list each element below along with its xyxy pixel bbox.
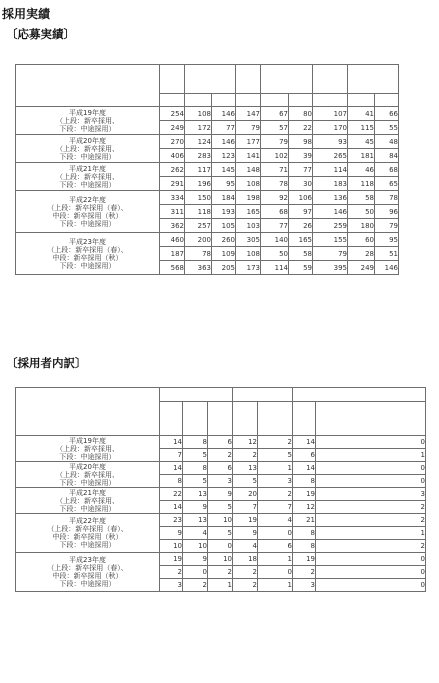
- value-cell: 198: [236, 191, 260, 204]
- value-cell: 66: [375, 107, 398, 120]
- year-label-line: 下段：中途採用）: [59, 541, 116, 549]
- value-cell: 59: [289, 261, 312, 274]
- value-cell: 311: [160, 205, 184, 218]
- value-cell: 3: [316, 488, 425, 500]
- value-cell: 165: [236, 205, 260, 218]
- value-cell: 22: [289, 121, 312, 134]
- value-cell: 170: [313, 121, 347, 134]
- value-cell: 19: [233, 514, 257, 526]
- value-cell: 105: [212, 219, 235, 232]
- header-subcolumn: [258, 402, 292, 435]
- value-cell: 0: [258, 527, 292, 539]
- value-cell: 23: [160, 514, 182, 526]
- value-cell: 249: [160, 121, 184, 134]
- year-label: [16, 553, 159, 591]
- value-cell: 123: [212, 149, 235, 162]
- year-label-line: 平成20年度: [69, 462, 106, 471]
- value-cell: 146: [212, 135, 235, 148]
- header-group-title: [236, 65, 260, 93]
- value-cell: 79: [313, 247, 347, 260]
- value-cell: 568: [160, 261, 184, 274]
- year-label-line: 平成23年度: [69, 237, 106, 246]
- value-cell: 8: [183, 436, 207, 448]
- value-cell: 14: [160, 462, 182, 474]
- year-label-line: 平成22年度: [69, 517, 106, 525]
- value-cell: 141: [236, 149, 260, 162]
- year-label-line: 下段：中途採用）: [59, 580, 116, 588]
- value-cell: 78: [185, 247, 211, 260]
- value-cell: 2: [316, 514, 425, 526]
- header-corner: [16, 65, 159, 106]
- value-cell: 363: [185, 261, 211, 274]
- table-row: [16, 488, 425, 500]
- year-label-line: （上段：新卒採用、: [56, 496, 119, 505]
- value-cell: 95: [375, 233, 398, 246]
- value-cell: 2: [233, 566, 257, 578]
- table-row: [16, 107, 398, 120]
- year-label-line: 平成19年度: [69, 108, 106, 117]
- value-cell: 172: [185, 121, 211, 134]
- value-cell: 68: [261, 205, 288, 218]
- value-cell: 183: [313, 177, 347, 190]
- year-label-line: 下段：中途採用）: [59, 452, 116, 461]
- value-cell: 1: [258, 553, 292, 565]
- value-cell: 107: [313, 107, 347, 120]
- value-cell: 254: [160, 107, 184, 120]
- value-cell: 146: [313, 205, 347, 218]
- value-cell: 196: [185, 177, 211, 190]
- value-cell: 55: [375, 121, 398, 134]
- value-cell: 0: [208, 540, 232, 552]
- year-label-line: 下段：中途採用）: [59, 124, 116, 133]
- value-cell: 362: [160, 219, 184, 232]
- value-cell: 205: [212, 261, 235, 274]
- value-cell: 46: [348, 163, 374, 176]
- header-subcolumn: [160, 94, 184, 106]
- header-row-1: [16, 65, 398, 93]
- value-cell: 78: [261, 177, 288, 190]
- year-label-line: 中段：新卒採用（秋）: [52, 533, 123, 541]
- year-label-line: 中段：新卒採用（秋）: [52, 572, 123, 580]
- value-cell: 14: [160, 436, 182, 448]
- value-cell: 28: [348, 247, 374, 260]
- value-cell: 1: [208, 579, 232, 591]
- value-cell: 0: [316, 553, 425, 565]
- value-cell: 4: [183, 527, 207, 539]
- value-cell: 8: [293, 527, 315, 539]
- year-label-line: 平成21年度: [69, 164, 106, 173]
- value-cell: 4: [258, 514, 292, 526]
- year-label-line: （上段：新卒採用（春）、: [47, 245, 128, 254]
- value-cell: 124: [185, 135, 211, 148]
- value-cell: 21: [293, 514, 315, 526]
- value-cell: 2: [258, 488, 292, 500]
- value-cell: 10: [208, 553, 232, 565]
- value-cell: 2: [293, 566, 315, 578]
- value-cell: 1: [316, 449, 425, 461]
- value-cell: 19: [293, 553, 315, 565]
- value-cell: 57: [261, 121, 288, 134]
- header-subcolumn: [261, 94, 288, 106]
- table-row: [16, 191, 398, 204]
- value-cell: 67: [261, 107, 288, 120]
- year-label-line: （上段：新卒採用、: [56, 172, 119, 181]
- value-cell: 80: [289, 107, 312, 120]
- value-cell: 5: [208, 527, 232, 539]
- value-cell: 9: [160, 527, 182, 539]
- value-cell: 0: [316, 475, 425, 487]
- value-cell: 79: [375, 219, 398, 232]
- value-cell: 187: [160, 247, 184, 260]
- value-cell: 2: [208, 566, 232, 578]
- value-cell: 108: [236, 177, 260, 190]
- year-label-line: 下段：中途採用）: [59, 152, 116, 161]
- value-cell: 12: [293, 501, 315, 513]
- header-gender-label: [348, 65, 398, 93]
- value-cell: 22: [160, 488, 182, 500]
- value-cell: 14: [293, 462, 315, 474]
- header-subcolumn: [208, 402, 232, 435]
- value-cell: 50: [261, 247, 288, 260]
- value-cell: 1: [316, 527, 425, 539]
- value-cell: 283: [185, 149, 211, 162]
- value-cell: 5: [208, 501, 232, 513]
- header-subcolumn: [160, 402, 182, 435]
- value-cell: 260: [212, 233, 235, 246]
- value-cell: 97: [289, 205, 312, 218]
- value-cell: 13: [183, 488, 207, 500]
- year-label-line: （上段：新卒採用、: [56, 444, 119, 453]
- applications-section-title: 〔応募実績〕: [6, 27, 75, 41]
- value-cell: 77: [261, 219, 288, 232]
- value-cell: 2: [233, 449, 257, 461]
- header-group-title: [160, 388, 232, 401]
- header-subcolumn: [375, 94, 398, 106]
- year-label-line: （上段：新卒採用、: [56, 144, 119, 153]
- value-cell: 51: [375, 247, 398, 260]
- value-cell: 8: [160, 475, 182, 487]
- value-cell: 334: [160, 191, 184, 204]
- value-cell: 184: [212, 191, 235, 204]
- value-cell: 7: [258, 501, 292, 513]
- applications-table: [15, 64, 399, 275]
- page-title: 採用実績: [2, 7, 51, 21]
- value-cell: 180: [348, 219, 374, 232]
- value-cell: 58: [289, 247, 312, 260]
- year-label-line: （上段：新卒採用、: [56, 116, 119, 125]
- table-row: [16, 436, 425, 448]
- table-row: [16, 462, 425, 474]
- table-row: [16, 233, 398, 246]
- value-cell: 165: [289, 233, 312, 246]
- value-cell: 146: [212, 107, 235, 120]
- value-cell: 45: [348, 135, 374, 148]
- value-cell: 406: [160, 149, 184, 162]
- year-label: [16, 462, 159, 487]
- header-subcolumn: [183, 402, 207, 435]
- value-cell: 259: [313, 219, 347, 232]
- value-cell: 9: [183, 501, 207, 513]
- year-label-line: 下段：中途採用）: [59, 219, 116, 228]
- value-cell: 265: [313, 149, 347, 162]
- value-cell: 6: [293, 449, 315, 461]
- value-cell: 150: [185, 191, 211, 204]
- value-cell: 118: [348, 177, 374, 190]
- value-cell: 0: [316, 462, 425, 474]
- value-cell: 140: [261, 233, 288, 246]
- year-label-line: 平成22年度: [69, 195, 106, 204]
- value-cell: 96: [375, 205, 398, 218]
- value-cell: 2: [233, 579, 257, 591]
- year-label: [16, 191, 159, 232]
- header-group-title: [233, 388, 292, 401]
- value-cell: 8: [183, 462, 207, 474]
- header-subcolumn: [348, 94, 374, 106]
- value-cell: 103: [236, 219, 260, 232]
- value-cell: 305: [236, 233, 260, 246]
- value-cell: 3: [160, 579, 182, 591]
- value-cell: 20: [233, 488, 257, 500]
- year-label-line: 平成20年度: [69, 136, 106, 145]
- value-cell: 19: [160, 553, 182, 565]
- value-cell: 1: [258, 462, 292, 474]
- year-label-line: （上段：新卒採用（春）、: [47, 203, 128, 212]
- value-cell: 48: [375, 135, 398, 148]
- value-cell: 1: [258, 579, 292, 591]
- year-label-line: （上段：新卒採用（春）、: [47, 564, 128, 572]
- value-cell: 147: [236, 107, 260, 120]
- year-label-line: 下段：中途採用）: [59, 478, 116, 487]
- value-cell: 262: [160, 163, 184, 176]
- table-row: [16, 135, 398, 148]
- value-cell: 0: [316, 579, 425, 591]
- value-cell: 39: [289, 149, 312, 162]
- year-label-line: 平成21年度: [69, 488, 106, 497]
- value-cell: 291: [160, 177, 184, 190]
- value-cell: 78: [375, 191, 398, 204]
- value-cell: 460: [160, 233, 184, 246]
- value-cell: 18: [233, 553, 257, 565]
- value-cell: 3: [258, 475, 292, 487]
- value-cell: 2: [316, 540, 425, 552]
- value-cell: 8: [293, 475, 315, 487]
- value-cell: 0: [316, 566, 425, 578]
- value-cell: 3: [293, 579, 315, 591]
- value-cell: 84: [375, 149, 398, 162]
- value-cell: 173: [236, 261, 260, 274]
- header-subcolumn: [289, 94, 312, 106]
- value-cell: 2: [160, 566, 182, 578]
- table-row: [16, 163, 398, 176]
- value-cell: 108: [236, 247, 260, 260]
- value-cell: 95: [212, 177, 235, 190]
- value-cell: 200: [185, 233, 211, 246]
- year-label: [16, 514, 159, 552]
- header-subcolumn: [185, 94, 211, 106]
- year-label: [16, 135, 159, 162]
- year-label-line: 中段：新卒採用（秋）: [52, 253, 123, 262]
- header-gender-label: [185, 65, 235, 93]
- value-cell: 26: [289, 219, 312, 232]
- value-cell: 10: [208, 514, 232, 526]
- value-cell: 9: [183, 553, 207, 565]
- value-cell: 117: [185, 163, 211, 176]
- year-label: [16, 436, 159, 461]
- value-cell: 3: [208, 475, 232, 487]
- header-group-title: [313, 65, 347, 93]
- value-cell: 6: [258, 540, 292, 552]
- year-label-line: （上段：新卒採用（春）、: [47, 525, 128, 533]
- value-cell: 155: [313, 233, 347, 246]
- header-gender-label: [261, 65, 312, 93]
- value-cell: 106: [289, 191, 312, 204]
- year-label: [16, 107, 159, 134]
- value-cell: 2: [208, 449, 232, 461]
- value-cell: 193: [212, 205, 235, 218]
- value-cell: 10: [160, 540, 182, 552]
- value-cell: 0: [316, 436, 425, 448]
- year-label: [16, 488, 159, 513]
- value-cell: 41: [348, 107, 374, 120]
- table-row: [16, 514, 425, 526]
- value-cell: 148: [236, 163, 260, 176]
- header-group-title: [293, 388, 425, 401]
- value-cell: 5: [233, 475, 257, 487]
- value-cell: 249: [348, 261, 374, 274]
- value-cell: 0: [183, 566, 207, 578]
- value-cell: 77: [212, 121, 235, 134]
- value-cell: 14: [293, 436, 315, 448]
- value-cell: 257: [185, 219, 211, 232]
- value-cell: 77: [289, 163, 312, 176]
- value-cell: 118: [185, 205, 211, 218]
- header-subcolumn: [293, 402, 315, 435]
- value-cell: 8: [293, 540, 315, 552]
- value-cell: 13: [183, 514, 207, 526]
- value-cell: 5: [183, 449, 207, 461]
- hires-section-title: 〔採用者内訳〕: [6, 356, 87, 370]
- value-cell: 14: [160, 501, 182, 513]
- value-cell: 58: [348, 191, 374, 204]
- value-cell: 109: [212, 247, 235, 260]
- value-cell: 79: [236, 121, 260, 134]
- value-cell: 12: [233, 436, 257, 448]
- header-subcolumn: [212, 94, 235, 106]
- header-group-title: [160, 65, 184, 93]
- value-cell: 68: [375, 163, 398, 176]
- value-cell: 93: [313, 135, 347, 148]
- value-cell: 92: [261, 191, 288, 204]
- year-label-line: 中段：新卒採用（秋）: [52, 211, 123, 220]
- year-label: [16, 163, 159, 190]
- header-subcolumn: [233, 402, 257, 435]
- value-cell: 102: [261, 149, 288, 162]
- value-cell: 50: [348, 205, 374, 218]
- year-label-line: （上段：新卒採用、: [56, 470, 119, 479]
- value-cell: 5: [258, 449, 292, 461]
- year-label-line: 下段：中途採用）: [59, 504, 116, 513]
- header-corner: [16, 388, 159, 435]
- value-cell: 4: [233, 540, 257, 552]
- value-cell: 9: [208, 488, 232, 500]
- value-cell: 6: [208, 462, 232, 474]
- value-cell: 2: [258, 436, 292, 448]
- value-cell: 177: [236, 135, 260, 148]
- header-subcolumn: [236, 94, 260, 106]
- value-cell: 5: [183, 475, 207, 487]
- value-cell: 7: [233, 501, 257, 513]
- value-cell: 108: [185, 107, 211, 120]
- header-subcolumn: [316, 402, 425, 435]
- value-cell: 65: [375, 177, 398, 190]
- value-cell: 7: [160, 449, 182, 461]
- value-cell: 71: [261, 163, 288, 176]
- value-cell: 30: [289, 177, 312, 190]
- header-row-1: [16, 388, 425, 401]
- value-cell: 79: [261, 135, 288, 148]
- value-cell: 136: [313, 191, 347, 204]
- year-label-line: 平成23年度: [69, 556, 106, 564]
- year-label-line: 平成19年度: [69, 436, 106, 445]
- value-cell: 146: [375, 261, 398, 274]
- value-cell: 13: [233, 462, 257, 474]
- value-cell: 145: [212, 163, 235, 176]
- value-cell: 114: [313, 163, 347, 176]
- table-row: [16, 553, 425, 565]
- year-label: [16, 233, 159, 274]
- value-cell: 60: [348, 233, 374, 246]
- hires-table: [15, 387, 426, 592]
- value-cell: 9: [233, 527, 257, 539]
- value-cell: 19: [293, 488, 315, 500]
- value-cell: 395: [313, 261, 347, 274]
- year-label-line: 下段：中途採用）: [59, 261, 116, 270]
- value-cell: 181: [348, 149, 374, 162]
- value-cell: 10: [183, 540, 207, 552]
- value-cell: 6: [208, 436, 232, 448]
- value-cell: 2: [183, 579, 207, 591]
- value-cell: 114: [261, 261, 288, 274]
- value-cell: 270: [160, 135, 184, 148]
- value-cell: 98: [289, 135, 312, 148]
- value-cell: 2: [316, 501, 425, 513]
- value-cell: 0: [258, 566, 292, 578]
- value-cell: 115: [348, 121, 374, 134]
- year-label-line: 下段：中途採用）: [59, 180, 116, 189]
- header-subcolumn: [313, 94, 347, 106]
